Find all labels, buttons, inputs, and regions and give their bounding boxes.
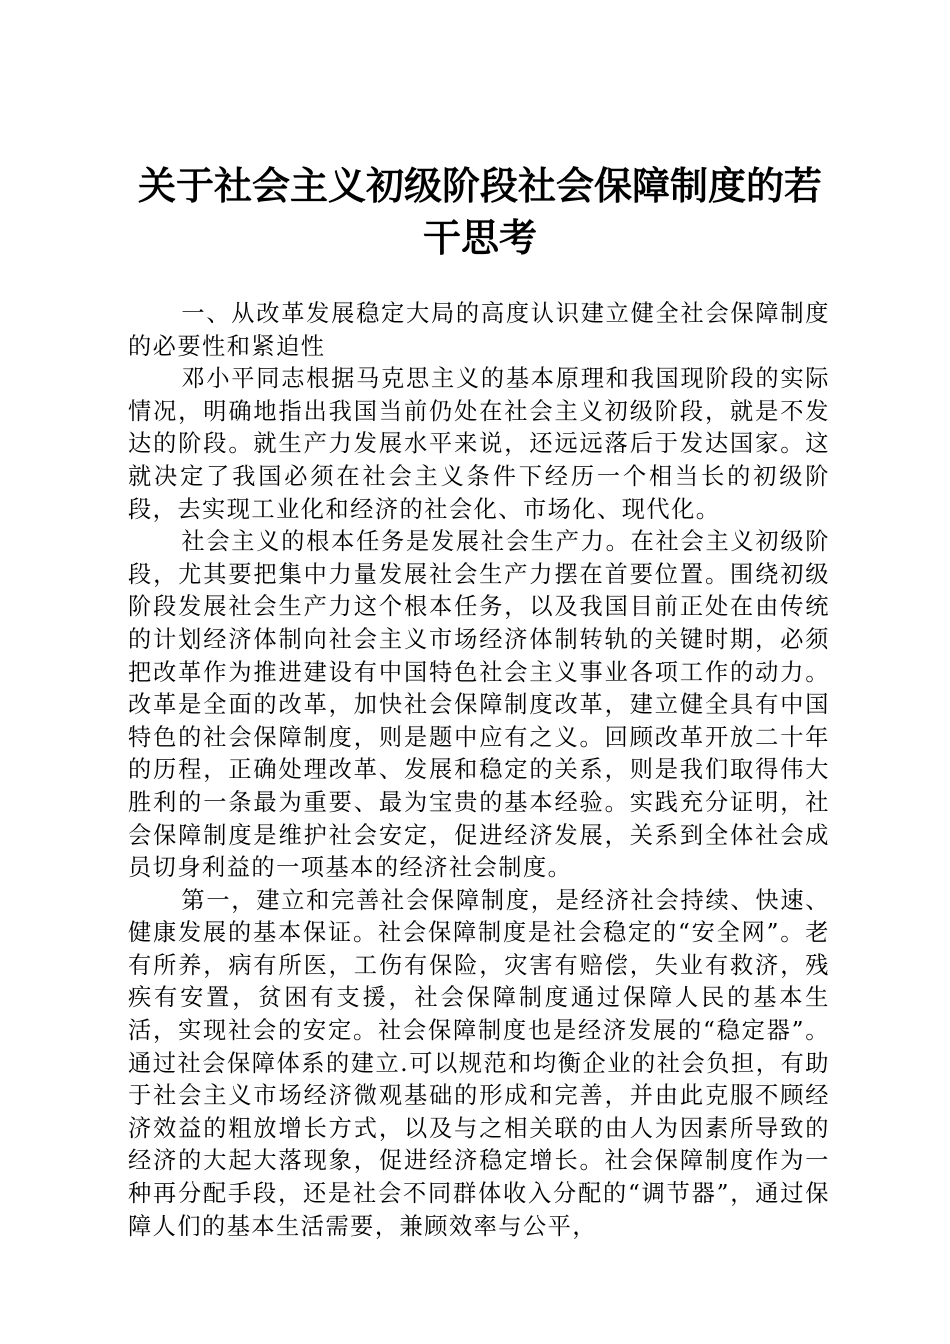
paragraph: 邓小平同志根据马克思主义的基本原理和我国现阶段的实际情况，明确地指出我国当前仍处在社会主义初级阶段，就是不发达的阶段。就生产力发展水平来说，还远远落后于发达国家。这就决定了我国必须在社会主义条件下经历一个相当长的初级阶段，去实现工业化和经济的社会化、市场化、现代化。 [128,365,830,523]
paragraph: 第一，建立和完善社会保障制度，是经济社会持续、快速、健康发展的基本保证。社会保障制度是社会稳定的“安全网”。老有所养，病有所医，工伤有保险，灾害有赔偿，失业有救济，残疾有安置，贫困有支援，社会保障制度通过保障人民的基本生活，实现社会的安定。社会保障制度也是经济发展的“稳定器”。通过社会保障体系的建立.可以规范和均衡企业的社会负担，有助于社会主义市场经济微观基础的形成和完善，并由此克服不顾经济效益的粗放增长方式，以及与之相关联的由人为因素所导致的经济的大起大落现象，促进经济稳定增长。社会保障制度作为一种再分配手段，还是社会不同群体收入分配的“调节器”，通过保障人们的基本生活需要，兼顾效率与公平， [128,886,830,1240]
document-title: 关于社会主义初级阶段社会保障制度的若干思考 [137,164,822,260]
document-body [128,298,830,1243]
section-heading: 一、从改革发展稳定大局的高度认识建立健全社会保障制度的必要性和紧迫性 [128,300,830,360]
paragraph: 社会主义的根本任务是发展社会生产力。在社会主义初级阶段，尤其要把集中力量发展社会生产力摆在首要位置。围绕初级阶段发展社会生产力这个根本任务，以及我国目前正处在由传统的计划经济体制向社会主义市场经济体制转轨的关键时期，必须把改革作为推进建设有中国特色社会主义事业各项工作的动力。改革是全面的改革，加快社会保障制度改革，建立健全具有中国特色的社会保障制度，则是题中应有之义。回顾改革开放二十年的历程，正确处理改革、发展和稳定的关系，则是我们取得伟大胜利的一条最为重要、最为宝贵的基本经验。实践充分证明，社会保障制度是维护社会安定，促进经济发展，关系到全体社会成员切身利益的一项基本的经济社会制度。 [128,528,830,882]
